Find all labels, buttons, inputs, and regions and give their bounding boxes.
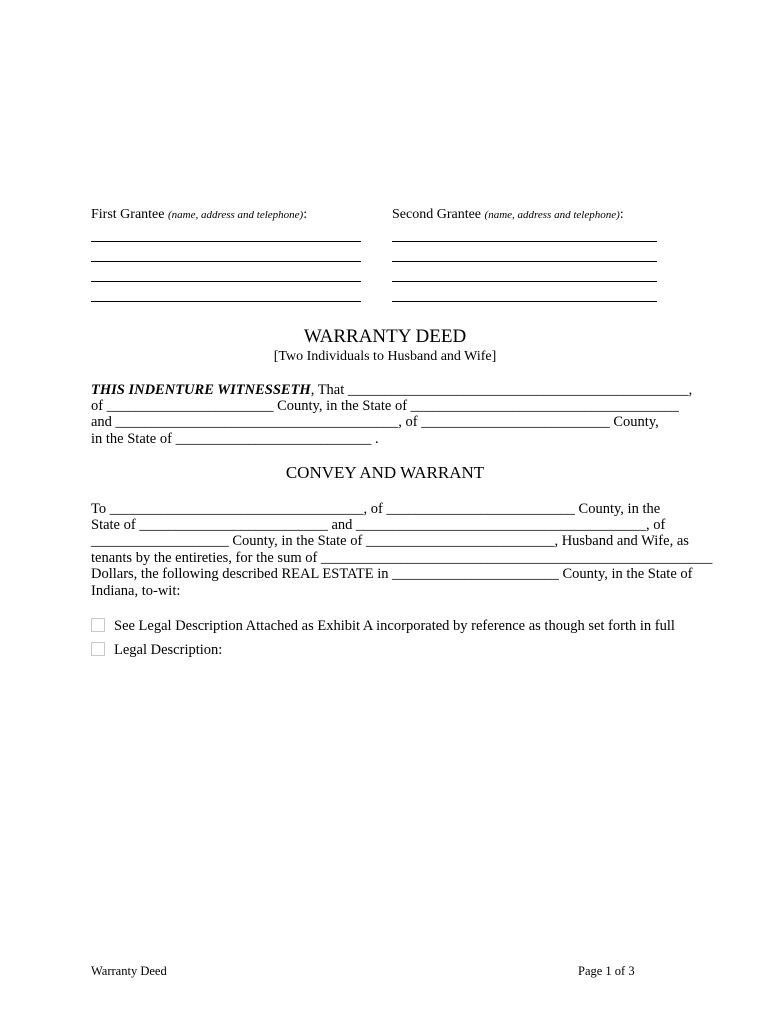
first-grantee-label: First Grantee [91,207,165,222]
legal-description-checkbox[interactable] [91,642,105,656]
second-grantee-colon: : [619,207,624,222]
convey-line-6: Indiana, to-wit: [91,583,181,599]
exhibit-a-checkbox[interactable] [91,618,105,632]
second-grantee-line-4[interactable] [392,301,657,302]
second-grantee-line-3[interactable] [392,281,657,282]
first-grantee-line-1[interactable] [91,241,361,242]
convey-line-3: ___________________ County, in the State of __________________________, Husband and Wife, as [91,533,689,549]
footer-page-number: Page 1 of 3 [578,964,635,978]
indenture-line-4: in the State of ___________________________ . [91,431,379,447]
indenture-lead: THIS INDENTURE WITNESSETH [91,382,311,398]
first-grantee-colon: : [303,207,308,222]
convey-heading: CONVEY AND WARRANT [285,463,485,482]
indenture-line-1 [91,382,692,398]
indenture-line-1-text: , That _______________________________________________, [310,382,693,398]
footer-document-name: Warranty Deed [91,964,167,978]
second-grantee-line-1[interactable] [392,241,657,242]
second-grantee-line-2[interactable] [392,261,657,262]
first-grantee-hint: (name, address and telephone) [167,209,304,221]
second-grantee-header [392,207,624,223]
first-grantee-header [91,207,307,223]
document-subtitle: [Two Individuals to Husband and Wife] [273,349,497,364]
document-title: WARRANTY DEED [303,326,467,347]
legal-description-label: Legal Description: [114,642,223,658]
exhibit-a-label: See Legal Description Attached as Exhibit A incorporated by reference as though set forth in full [114,618,675,634]
convey-line-5: Dollars, the following described REAL ESTATE in _______________________ County, in the State of [91,566,693,582]
convey-line-2: State of __________________________ and ________________________________________, of [91,517,666,533]
first-grantee-line-2[interactable] [91,261,361,262]
second-grantee-label: Second Grantee [392,207,482,222]
convey-line-4: tenants by the entireties, for the sum of ______________________________________________________ [91,550,713,566]
indenture-line-3: and _______________________________________, of __________________________ County, [91,414,659,430]
second-grantee-hint: (name, address and telephone) [484,209,620,221]
convey-line-1: To ___________________________________, of __________________________ County, in the [91,501,661,517]
indenture-line-2: of _______________________ County, in the State of _____________________________________ [91,398,679,414]
first-grantee-line-4[interactable] [91,301,361,302]
first-grantee-line-3[interactable] [91,281,361,282]
